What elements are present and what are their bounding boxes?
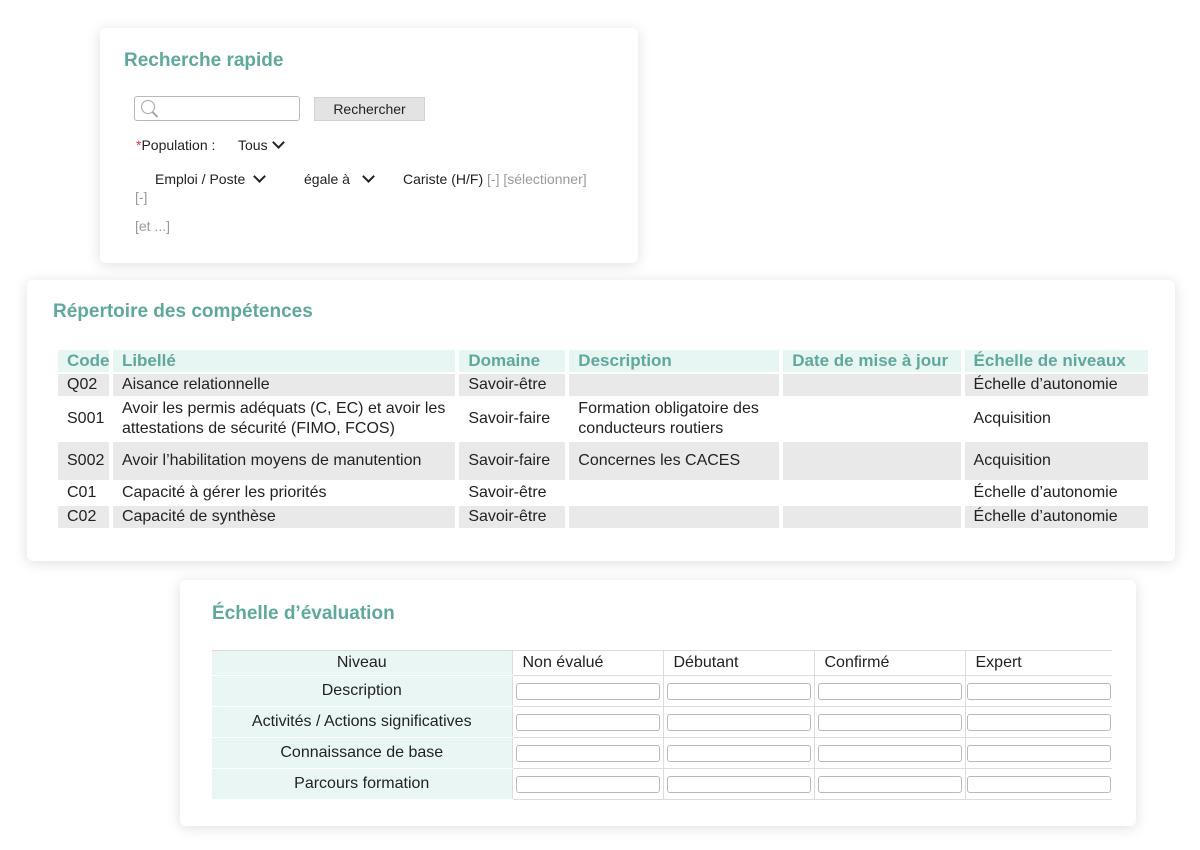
population-select[interactable] [238, 137, 283, 153]
search-icon [141, 100, 155, 114]
evaluation-scale-panel [180, 580, 1136, 826]
population-value: Tous [238, 137, 268, 153]
level-input[interactable] [667, 683, 811, 700]
level-input[interactable] [516, 745, 660, 762]
column-header-domaine[interactable]: Domaine [459, 350, 565, 372]
level-input[interactable] [967, 714, 1111, 731]
population-filter [136, 137, 215, 153]
chevron-down-icon [272, 136, 285, 149]
cell-code: C01 [58, 482, 109, 504]
level-input[interactable] [818, 714, 962, 731]
criterion-field-select[interactable] [155, 171, 264, 187]
add-criterion-link[interactable]: [et ...] [135, 218, 171, 234]
level-input[interactable] [967, 683, 1111, 700]
criterion-value [403, 171, 587, 187]
quick-search-title: Recherche rapide [124, 50, 284, 71]
column-header-code[interactable]: Code [58, 350, 109, 372]
cell-date [783, 482, 960, 504]
evaluation-row-description [212, 676, 1112, 707]
level-cell [965, 738, 1112, 769]
cell-code: Q02 [58, 374, 109, 396]
cell-date [783, 442, 960, 480]
level-header-expert: Expert [965, 651, 1112, 676]
level-header-debutant: Débutant [663, 651, 814, 676]
criterion-operator-select[interactable] [304, 171, 373, 187]
level-cell [965, 769, 1112, 800]
row-label-activites: Activités / Actions significatives [212, 707, 512, 738]
evaluation-header-row [212, 651, 1112, 676]
cell-code: S002 [58, 442, 109, 480]
level-cell [512, 676, 663, 707]
cell-description [569, 374, 779, 396]
cell-domaine: Savoir-être [459, 482, 565, 504]
level-cell [663, 676, 814, 707]
level-input[interactable] [667, 714, 811, 731]
cell-echelle: Échelle d’autonomie [965, 482, 1148, 504]
cell-domaine: Savoir-être [459, 374, 565, 396]
criterion-value-text: Cariste (H/F) [403, 171, 484, 187]
cell-echelle: Échelle d’autonomie [965, 374, 1148, 396]
cell-description [569, 506, 779, 528]
cell-domaine: Savoir-faire [459, 398, 565, 440]
table-row[interactable] [58, 442, 1148, 480]
table-header-row [58, 350, 1148, 372]
competences-panel [27, 280, 1175, 561]
population-label: Population : [141, 137, 216, 153]
column-header-date[interactable]: Date de mise à jour [783, 350, 960, 372]
cell-date [783, 506, 960, 528]
cell-code: C02 [58, 506, 109, 528]
cell-domaine: Savoir-être [459, 506, 565, 528]
level-input[interactable] [818, 776, 962, 793]
evaluation-row-activites [212, 707, 1112, 738]
level-cell [663, 707, 814, 738]
level-cell [663, 769, 814, 800]
criterion-remove-link[interactable]: [-] [487, 171, 500, 187]
table-row[interactable] [58, 506, 1148, 528]
level-input[interactable] [967, 745, 1111, 762]
row-label-parcours: Parcours formation [212, 769, 512, 800]
quick-search-panel [100, 28, 638, 263]
niveau-header: Niveau [212, 651, 512, 676]
row-label-connaissance: Connaissance de base [212, 738, 512, 769]
level-input[interactable] [667, 776, 811, 793]
level-cell [512, 738, 663, 769]
level-header-confirme: Confirmé [814, 651, 965, 676]
search-input[interactable] [134, 96, 300, 121]
evaluation-scale-title: Échelle d’évaluation [212, 603, 395, 624]
cell-date [783, 398, 960, 440]
evaluation-scale-table [212, 650, 1112, 800]
table-row[interactable] [58, 398, 1148, 440]
required-mark: * [136, 137, 142, 153]
cell-description: Concernes les CACES [569, 442, 779, 480]
column-header-description[interactable]: Description [569, 350, 779, 372]
row-label-description: Description [212, 676, 512, 707]
level-input[interactable] [967, 776, 1111, 793]
evaluation-row-parcours [212, 769, 1112, 800]
cell-libelle: Avoir les permis adéquats (C, EC) et avoir les attestations de sécurité (FIMO, FCOS) [113, 398, 455, 440]
cell-echelle: Échelle d’autonomie [965, 506, 1148, 528]
level-input[interactable] [516, 776, 660, 793]
level-input[interactable] [818, 683, 962, 700]
cell-code: S001 [58, 398, 109, 440]
cell-date [783, 374, 960, 396]
level-header-non-evalue: Non évalué [512, 651, 663, 676]
level-cell [965, 707, 1112, 738]
evaluation-row-connaissance [212, 738, 1112, 769]
level-input[interactable] [516, 683, 660, 700]
level-cell [512, 769, 663, 800]
criterion-operator-value: égale à [304, 171, 350, 187]
level-input[interactable] [516, 714, 660, 731]
level-cell [663, 738, 814, 769]
cell-description: Formation obligatoire des conducteurs routiers [569, 398, 779, 440]
cell-description [569, 482, 779, 504]
chevron-down-icon [362, 170, 375, 183]
level-cell [512, 707, 663, 738]
cell-libelle: Aisance relationnelle [113, 374, 455, 396]
cell-domaine: Savoir-faire [459, 442, 565, 480]
column-header-echelle[interactable]: Échelle de niveaux [965, 350, 1148, 372]
cell-echelle: Acquisition [965, 398, 1148, 440]
competences-table [54, 348, 1152, 530]
remove-criterion-row-link[interactable]: [-] [135, 189, 148, 205]
level-input[interactable] [667, 745, 811, 762]
cell-libelle: Capacité de synthèse [113, 506, 455, 528]
search-button[interactable]: Rechercher [314, 97, 425, 121]
table-row[interactable] [58, 374, 1148, 396]
level-input[interactable] [818, 745, 962, 762]
level-cell [814, 738, 965, 769]
competences-title: Répertoire des compétences [53, 301, 313, 322]
level-cell [965, 676, 1112, 707]
cell-libelle: Capacité à gérer les priorités [113, 482, 455, 504]
level-cell [814, 707, 965, 738]
column-header-libelle[interactable]: Libellé [113, 350, 455, 372]
chevron-down-icon [253, 170, 266, 183]
table-row[interactable] [58, 482, 1148, 504]
criterion-select-link[interactable]: [sélectionner] [503, 171, 587, 187]
cell-libelle: Avoir l’habilitation moyens de manutention [113, 442, 455, 480]
level-cell [814, 676, 965, 707]
level-cell [814, 769, 965, 800]
cell-echelle: Acquisition [965, 442, 1148, 480]
criterion-field-value: Emploi / Poste [155, 171, 246, 187]
